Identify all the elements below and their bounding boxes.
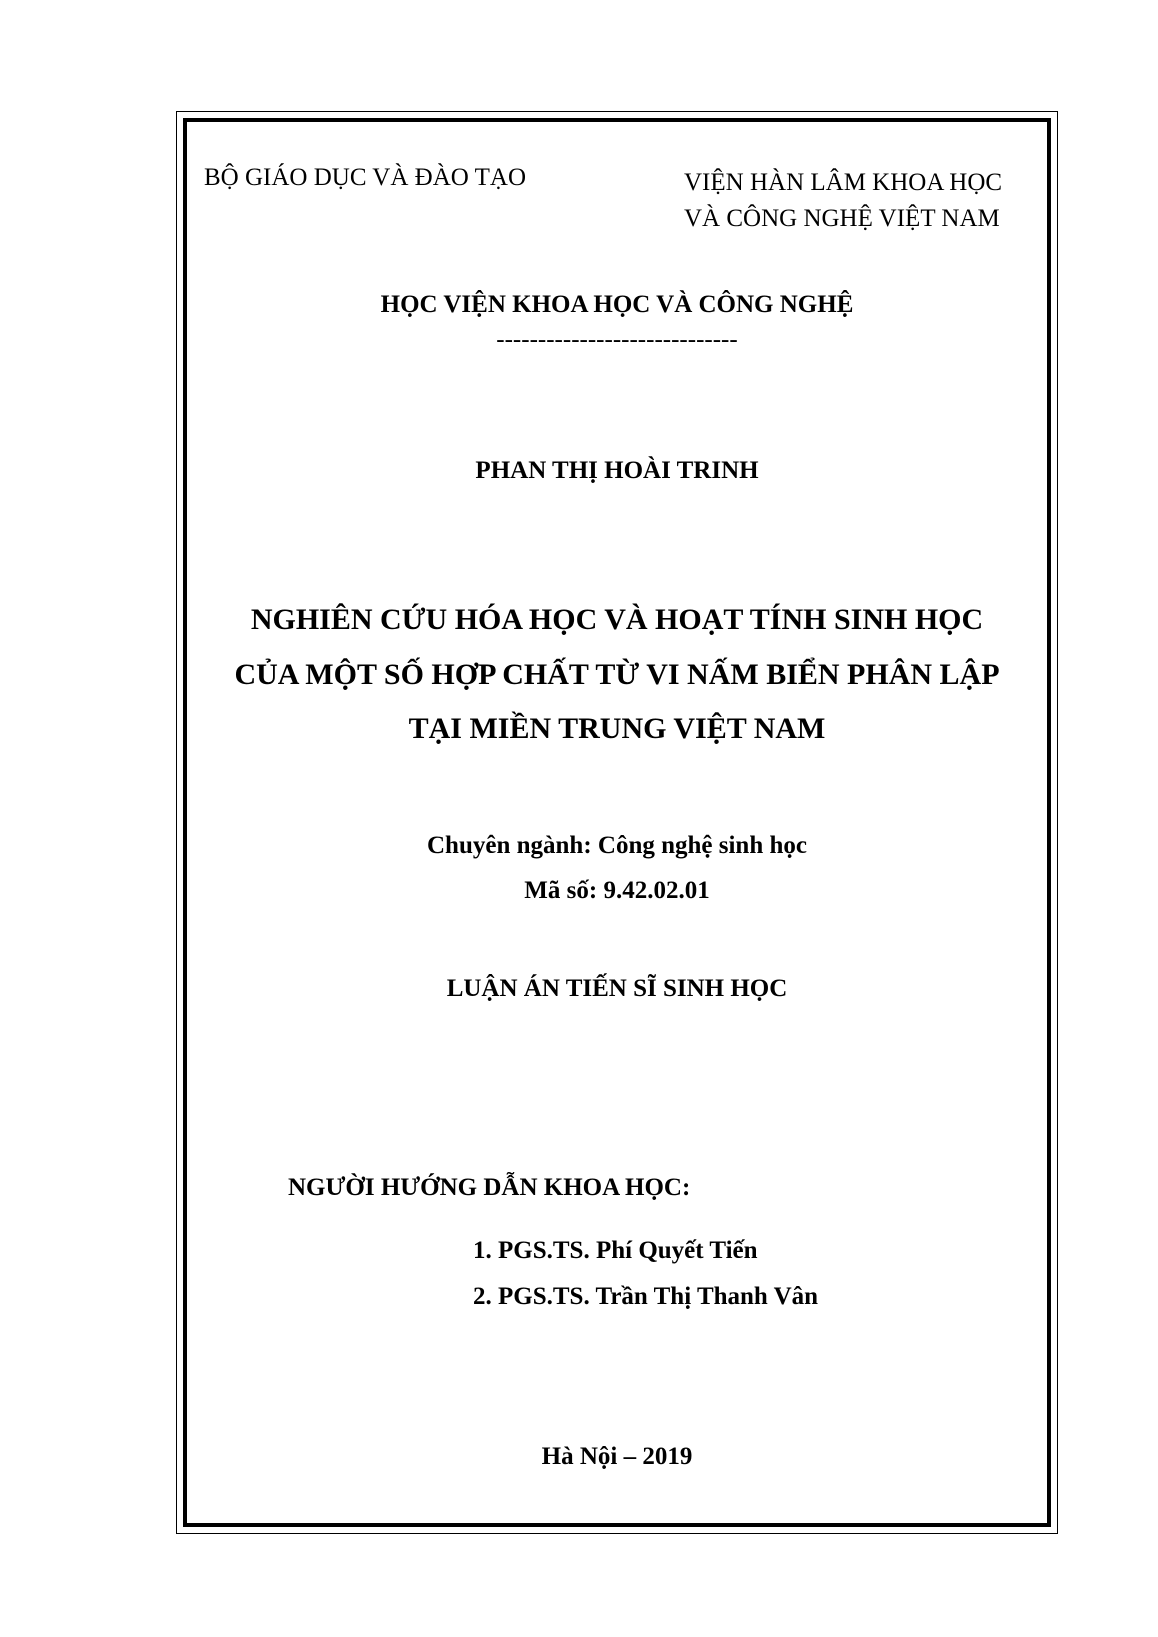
academy-name-line1: VIỆN HÀN LÂM KHOA HỌC [684,169,1003,196]
degree-type: LUẬN ÁN TIẾN SĨ SINH HỌC [446,975,788,1002]
supervisors-heading: NGƯỜI HƯỚNG DẪN KHOA HỌC: [288,1174,691,1201]
supervisor-item: 1. PGS.TS. Phí Quyết Tiến [473,1237,758,1264]
institute-name: HỌC VIỆN KHOA HỌC VÀ CÔNG NGHỆ [380,291,854,318]
major-field: Chuyên ngành: Công nghệ sinh học [427,832,807,859]
major-code: Mã số: 9.42.02.01 [524,877,710,904]
author-name: PHAN THỊ HOÀI TRINH [475,457,759,484]
thesis-title-line3: TẠI MIỀN TRUNG VIỆT NAM [408,712,826,745]
supervisor-item: 2. PGS.TS. Trần Thị Thanh Vân [473,1283,819,1310]
place-and-year: Hà Nội – 2019 [541,1443,693,1470]
ministry-name: BỘ GIÁO DỤC VÀ ĐÀO TẠO [204,164,526,191]
thesis-title-line1: NGHIÊN CỨU HÓA HỌC VÀ HOẠT TÍNH SINH HỌC [250,603,984,636]
header-separator: ----------------------------- [496,326,738,353]
thesis-title-line2: CỦA MỘT SỐ HỢP CHẤT TỪ VI NẤM BIỂN PHÂN LẬP [234,658,1000,691]
academy-name-line2: VÀ CÔNG NGHỆ VIỆT NAM [684,205,1000,232]
